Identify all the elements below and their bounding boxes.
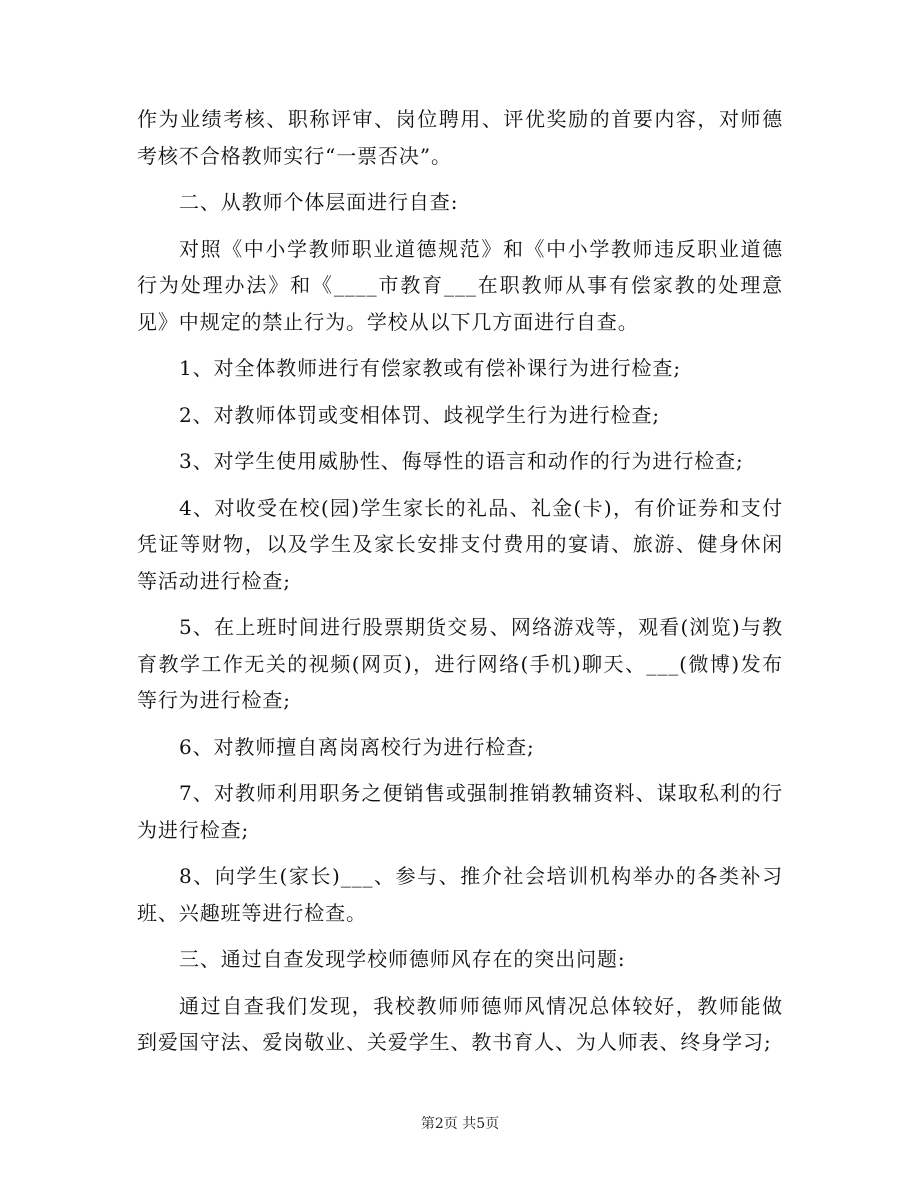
list-item-3: 3、对学生使用威胁性、侮辱性的语言和动作的行为进行检查; [179,449,744,473]
list-item-5: 5、在上班时间进行股票期货交易、网络游戏等，观看(浏览)与教育教学工作无关的视频(网页)，进行网络(手机)聊天、___(微博)发布等行为进行检查; [137,615,783,712]
list-item-7: 7、对教师利用职务之便销售或强制推销教辅资料、谋取私利的行为进行检查; [137,781,783,842]
paragraph-continuation: 作为业绩考核、职称评审、岗位聘用、评优奖励的首要内容，对师德考核不合格教师实行“一票否决”。 [137,107,783,168]
paragraph-findings: 通过自查我们发现，我校教师师德师风情况总体较好，教师能做到爱国守法、爱岗敬业、关爱学生、教书育人、为人师表、终身学习; [137,993,783,1054]
section-heading-3: 三、通过自查发现学校师德师风存在的突出问题: [179,947,626,971]
list-item-2: 2、对教师体罚或变相体罚、歧视学生行为进行检查; [179,402,661,427]
list-item-4: 4、对收受在校(园)学生家长的礼品、礼金(卡)，有价证券和支付凭证等财物，以及学生及家长安排支付费用的宴请、旅游、健身休闲等活动进行检查; [137,495,783,593]
list-item-8: 8、向学生(家长)___、参与、推介社会培训机构举办的各类补习班、兴趣班等进行检查。 [137,864,783,925]
document-body [137,101,783,1071]
page-number: 第2页 共5页 [420,1116,500,1132]
list-item-6: 6、对教师擅自离岗离校行为进行检查; [179,734,535,759]
list-item-1: 1、对全体教师进行有偿家教或有偿补课行为进行检查; [179,356,681,380]
paragraph-reference: 对照《中小学教师职业道德规范》和《中小学教师违反职业道德行为处理办法》和《____市教育___在职教师从事有偿家教的处理意见》中规定的禁止行为。学校从以下几方面进行自查。 [137,236,783,334]
section-heading-2: 二、从教师个体层面进行自查: [179,190,459,214]
